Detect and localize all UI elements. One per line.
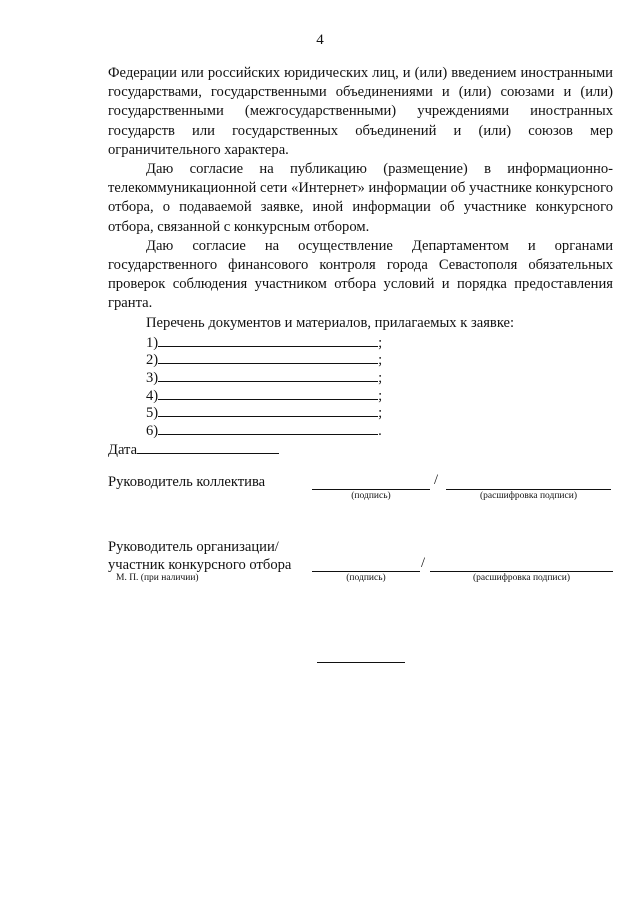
blank-line bbox=[158, 403, 378, 417]
paragraph-publication-consent: Даю согласие на публикацию (размещение) в информационно-телекоммуникационной сети «Интернет» информации об участнике конкурсного отбора, о подаваемой заявке, иной информации об участнике конкурсного отбора, связанной с конкурсным отбором. bbox=[108, 161, 613, 235]
body-text bbox=[108, 64, 613, 438]
blank-line bbox=[158, 386, 378, 400]
blank-line bbox=[158, 350, 378, 364]
signature-line-collective bbox=[312, 488, 430, 490]
decode-caption: (расшифровка подписи) bbox=[473, 573, 570, 583]
stamp-note: М. П. (при наличии) bbox=[116, 573, 199, 583]
signature-line-org bbox=[312, 570, 420, 572]
list-item-end: ; bbox=[378, 387, 383, 404]
list-item-number: 2) bbox=[146, 352, 159, 369]
list-item-number: 4) bbox=[146, 387, 159, 404]
list-item-end: ; bbox=[378, 334, 383, 351]
signature-caption: (подпись) bbox=[351, 491, 391, 501]
blank-line bbox=[158, 333, 378, 347]
signature-caption: (подпись) bbox=[346, 573, 386, 583]
list-item-end: . bbox=[378, 422, 382, 439]
head-collective-label: Руководитель коллектива bbox=[108, 474, 266, 490]
date-row bbox=[108, 440, 279, 459]
list-item-end: ; bbox=[378, 405, 383, 422]
slash-separator: / bbox=[421, 555, 426, 571]
head-org-label-line2: участник конкурсного отбора bbox=[108, 557, 292, 573]
list-item bbox=[108, 421, 613, 439]
list-item bbox=[108, 403, 613, 421]
list-item-number: 3) bbox=[146, 370, 159, 387]
decode-line-org bbox=[430, 570, 613, 572]
paragraph-inspection-consent: Даю согласие на осуществление Департаментом и органами государственного финансового контроля города Севастополя обязательных проверок соблюдения участником отбора условий и порядка предоставления гранта. bbox=[108, 237, 613, 312]
list-item-number: 5) bbox=[146, 405, 159, 422]
list-item bbox=[108, 333, 613, 351]
decode-line-collective bbox=[446, 488, 611, 490]
list-item-end: ; bbox=[378, 352, 383, 369]
documents-list bbox=[108, 333, 613, 439]
page-number: 4 bbox=[316, 32, 324, 48]
list-item-number: 6) bbox=[146, 422, 159, 439]
decode-caption: (расшифровка подписи) bbox=[480, 491, 577, 501]
list-item-end: ; bbox=[378, 370, 383, 387]
slash-separator: / bbox=[434, 472, 439, 488]
end-rule bbox=[317, 662, 405, 663]
paragraph-documents-list-title: Перечень документов и материалов, прилагаемых к заявке: bbox=[146, 314, 515, 331]
list-item bbox=[108, 368, 613, 386]
blank-line bbox=[158, 368, 378, 382]
paragraph-continuation: Федерации или российских юридических лиц, и (или) введением иностранными государствами, государственными объединениями и (или) союзами и (или) государственными (межгосударственными) учреждениями иностранных государств или государственных объединений и (или) союзов мер ограничительного характера. bbox=[108, 65, 613, 158]
date-blank-line bbox=[137, 440, 279, 454]
list-item bbox=[108, 350, 613, 368]
date-label: Дата bbox=[108, 442, 138, 458]
blank-line bbox=[158, 421, 378, 435]
list-item-number: 1) bbox=[146, 334, 159, 351]
head-org-label-line1: Руководитель организации/ bbox=[108, 539, 279, 555]
list-item bbox=[108, 386, 613, 404]
